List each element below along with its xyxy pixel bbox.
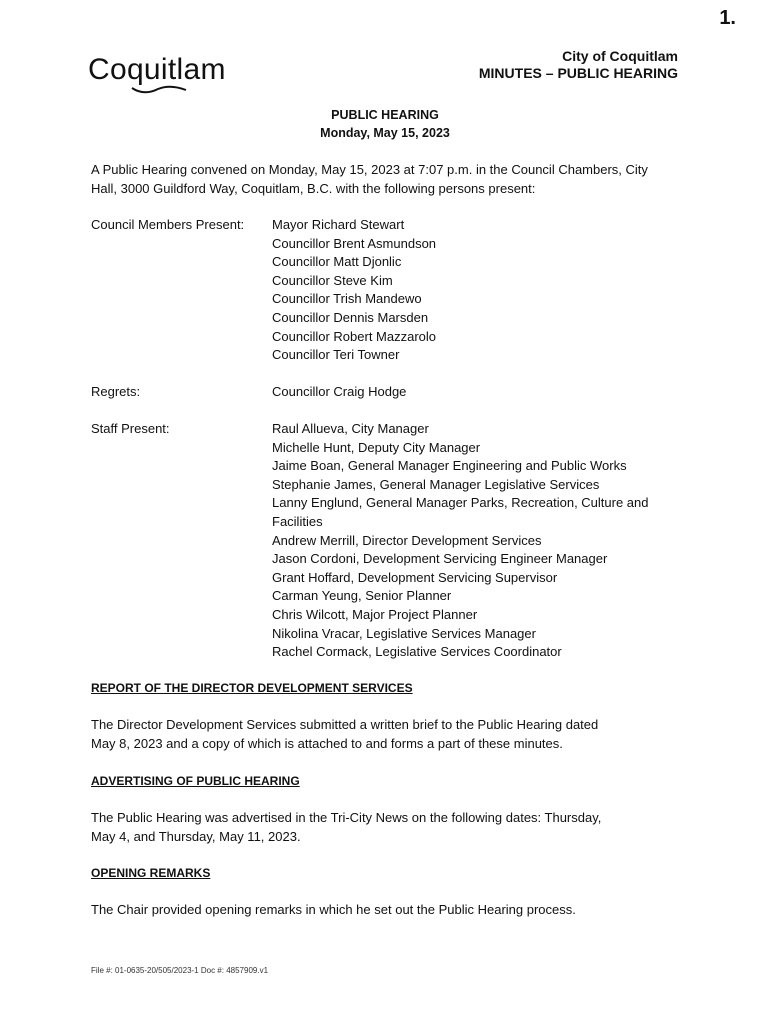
section-heading-opening-remarks: OPENING REMARKS — [91, 866, 211, 880]
advertising-paragraph — [91, 809, 681, 846]
paragraph-line: The Chair provided opening remarks in which he set out the Public Hearing process. — [91, 902, 576, 917]
meeting-title — [0, 106, 770, 142]
header-org: City of Coquitlam — [562, 48, 678, 64]
council-members-label: Council Members Present: — [91, 217, 245, 232]
list-item: Lanny Englund, General Manager Parks, Recreation, Culture and — [272, 495, 649, 511]
file-reference-footer: File #: 01-0635-20/505/2023-1 Doc #: 4857909.v1 — [91, 966, 269, 975]
paragraph-line: The Public Hearing was advertised in the Tri-City News on the following dates: Thursday, — [91, 810, 602, 825]
page-number: 1. — [719, 7, 736, 29]
list-item: Councillor Craig Hodge — [272, 384, 407, 399]
list-item: Chris Wilcott, Major Project Planner — [272, 606, 478, 622]
intro-line: Hall, 3000 Guildford Way, Coquitlam, B.C. with the following persons present: — [91, 180, 536, 196]
intro-line: A Public Hearing convened on Monday, May 15, 2023 at 7:07 p.m. in the Council Chambers, City — [91, 162, 648, 177]
list-item: Nikolina Vracar, Legislative Services Manager — [272, 625, 536, 641]
list-item: Councillor Trish Mandewo — [272, 291, 422, 307]
logo-text: Coquitlam — [88, 53, 226, 86]
header-doc-type: MINUTES – PUBLIC HEARING — [478, 65, 678, 81]
list-item: Michelle Hunt, Deputy City Manager — [272, 439, 481, 455]
paragraph-line: The Director Development Services submitted a written brief to the Public Hearing dated — [91, 717, 599, 732]
coquitlam-logo — [88, 52, 248, 98]
paragraph-line: May 4, and Thursday, May 11, 2023. — [91, 828, 301, 844]
list-item: Councillor Matt Djonlic — [272, 254, 402, 270]
list-item: Jaime Boan, General Manager Engineering and Public Works — [272, 458, 627, 474]
list-item: Councillor Brent Asmundson — [272, 235, 437, 251]
opening-remarks-paragraph — [91, 901, 681, 920]
director-report-paragraph — [91, 716, 681, 753]
list-item: Facilities — [272, 513, 323, 529]
regrets-label: Regrets: — [91, 384, 141, 399]
list-item: Councillor Dennis Marsden — [272, 309, 429, 325]
title-line-2: Monday, May 15, 2023 — [320, 126, 450, 140]
document-header — [479, 48, 678, 82]
logo-swoosh-icon — [130, 84, 190, 96]
staff-present-list — [272, 420, 672, 662]
list-item: Stephanie James, General Manager Legislative Services — [272, 476, 600, 492]
staff-present-label: Staff Present: — [91, 421, 170, 436]
list-item: Councillor Teri Towner — [272, 347, 400, 363]
list-item: Raul Allueva, City Manager — [272, 421, 429, 436]
list-item: Carman Yeung, Senior Planner — [272, 588, 452, 604]
intro-paragraph — [91, 161, 681, 198]
list-item: Jason Cordoni, Development Servicing Engineer Manager — [272, 551, 608, 567]
list-item: Councillor Robert Mazzarolo — [272, 328, 437, 344]
regrets-list — [272, 383, 672, 402]
list-item: Councillor Steve Kim — [272, 272, 393, 288]
section-heading-advertising: ADVERTISING OF PUBLIC HEARING — [91, 774, 300, 788]
council-members-list — [272, 216, 672, 365]
list-item: Mayor Richard Stewart — [272, 217, 405, 232]
list-item: Grant Hoffard, Development Servicing Supervisor — [272, 569, 558, 585]
section-heading-director-report: REPORT OF THE DIRECTOR DEVELOPMENT SERVICES — [91, 681, 413, 695]
list-item: Andrew Merrill, Director Development Services — [272, 532, 542, 548]
title-line-1: PUBLIC HEARING — [331, 108, 439, 122]
paragraph-line: May 8, 2023 and a copy of which is attached to and forms a part of these minutes. — [91, 735, 563, 751]
list-item: Rachel Cormack, Legislative Services Coordinator — [272, 644, 562, 660]
